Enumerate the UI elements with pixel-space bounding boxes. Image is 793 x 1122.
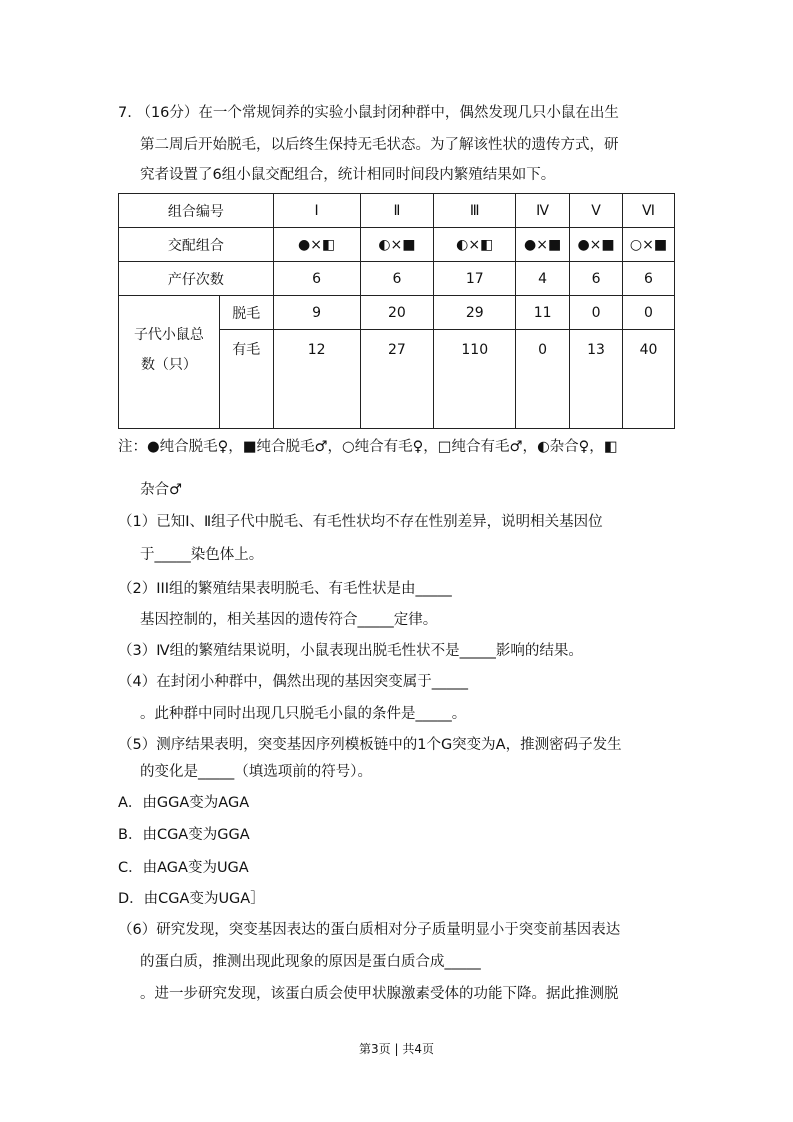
group-cell: Ⅵ [623, 194, 675, 228]
hairless-cell: 9 [273, 296, 360, 330]
hairless-cell: 0 [570, 296, 623, 330]
question-line: 7. （16分）在一个常规饲养的实验小鼠封闭种群中，偶然发现几只小鼠在出生 [118, 105, 619, 121]
cross-cell: ◐×◧ [434, 228, 516, 262]
haired-label: 有毛 [219, 330, 273, 429]
haired-cell: 27 [360, 330, 434, 429]
haired-cell: 0 [516, 330, 570, 429]
hairless-cell: 0 [623, 296, 675, 330]
litters-label: 产仔次数 [119, 262, 274, 296]
subquestion-line: D．由CGA变为UGA］ [118, 891, 265, 907]
subquestion-line: （4）在封闭小种群中，偶然出现的基因突变属于_____ [118, 674, 468, 690]
subquestion-line: 的变化是_____（填选项前的符号）。 [140, 764, 372, 780]
haired-cell: 12 [273, 330, 360, 429]
cross-label: 交配组合 [119, 228, 274, 262]
table-row [119, 194, 675, 228]
hairless-cell: 11 [516, 296, 570, 330]
question-line: 究者设置了6组小鼠交配组合，统计相同时间段内繁殖结果如下。 [140, 167, 556, 183]
group-cell: Ⅳ [516, 194, 570, 228]
cross-cell: ●×■ [570, 228, 623, 262]
litters-cell: 4 [516, 262, 570, 296]
group-cell: Ⅲ [434, 194, 516, 228]
cross-cell: ●×■ [516, 228, 570, 262]
subquestion-line: （3）Ⅳ组的繁殖结果说明，小鼠表现出脱毛性状不是_____影响的结果。 [118, 643, 583, 659]
table-row [119, 228, 675, 262]
subquestion-line: B．由CGA变为GGA [118, 827, 250, 843]
note-line: 注：●纯合脱毛♀，■纯合脱毛♂，○纯合有毛♀，□纯合有毛♂，◐杂合♀，◧ [118, 439, 618, 455]
haired-cell: 110 [434, 330, 516, 429]
question-line: 第二周后开始脱毛，以后终生保持无毛状态。为了解该性状的遗传方式，研 [140, 137, 619, 153]
header-label: 组合编号 [119, 194, 274, 228]
results-table [118, 193, 675, 429]
litters-cell: 6 [570, 262, 623, 296]
note-line: 杂合♂ [140, 482, 182, 498]
subquestion-line: （6）研究发现，突变基因表达的蛋白质相对分子质量明显小于突变前基因表达 [118, 922, 621, 938]
cross-cell: ◐×■ [360, 228, 434, 262]
group-cell: Ⅴ [570, 194, 623, 228]
cross-cell: ●×◧ [273, 228, 360, 262]
hairless-label: 脱毛 [219, 296, 273, 330]
table-row [119, 296, 675, 330]
page-footer: 第3页 | 共4页 [359, 1042, 434, 1056]
haired-cell: 13 [570, 330, 623, 429]
offspring-label: 子代小鼠总数（只） [119, 296, 220, 429]
subquestion-line: A．由GGA变为AGA [118, 795, 250, 811]
haired-cell: 40 [623, 330, 675, 429]
subquestion-line: 基因控制的，相关基因的遗传符合_____定律。 [140, 612, 438, 628]
cross-cell: ○×■ [623, 228, 675, 262]
table-row [119, 262, 675, 296]
subquestion-line: 的蛋白质，推测出现此现象的原因是蛋白质合成_____ [140, 954, 481, 970]
subquestion-line: 。进一步研究发现，该蛋白质会使甲状腺激素受体的功能下降。据此推测脱 [140, 986, 619, 1002]
litters-cell: 6 [623, 262, 675, 296]
subquestion-line: 。此种群中同时出现几只脱毛小鼠的条件是_____。 [140, 706, 467, 722]
hairless-cell: 29 [434, 296, 516, 330]
litters-cell: 17 [434, 262, 516, 296]
subquestion-line: 于_____染色体上。 [140, 547, 264, 563]
group-cell: Ⅰ [273, 194, 360, 228]
subquestion-line: （1）已知Ⅰ、Ⅱ组子代中脱毛、有毛性状均不存在性别差异，说明相关基因位 [118, 514, 603, 530]
group-cell: Ⅱ [360, 194, 434, 228]
subquestion-line: （2）III组的繁殖结果表明脱毛、有毛性状是由_____ [118, 581, 452, 597]
litters-cell: 6 [360, 262, 434, 296]
litters-cell: 6 [273, 262, 360, 296]
hairless-cell: 20 [360, 296, 434, 330]
subquestion-line: （5）测序结果表明，突变基因序列模板链中的1个G突变为A，推测密码子发生 [118, 737, 622, 753]
subquestion-line: C．由AGA变为UGA [118, 860, 249, 876]
